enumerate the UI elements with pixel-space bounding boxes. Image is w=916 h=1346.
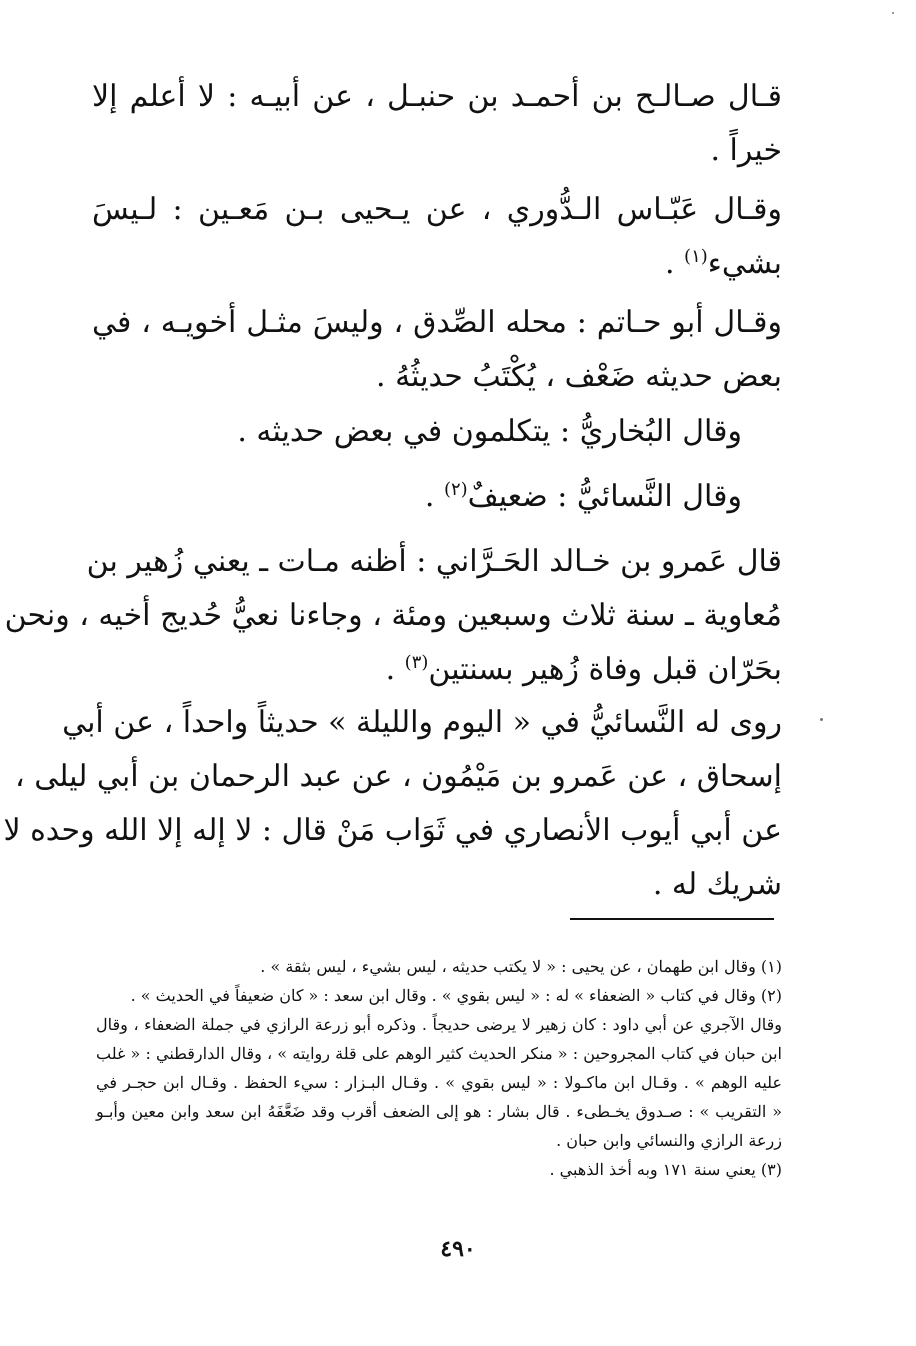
paragraph-amr — [4, 535, 782, 697]
footnote-ref-3[interactable]: (٣) — [404, 652, 429, 673]
text-segment: . — [664, 246, 685, 281]
text-line: وقـال أبو حـاتم : محله الصِّدق ، وليسَ مثـل أخويـه ، في — [92, 305, 782, 340]
footnote-line: (٣) يعني سنة ١٧١ وبه أخذ الذهبي . — [549, 1160, 782, 1179]
footnote-line: (٢) وقال في كتاب « الضعفاء » له : « ليس بقوي » . وقال ابن سعد : « كان ضعيفاً في الحديث » . — [130, 986, 782, 1005]
text-line: وقـال عَبّـاس الـدُّوري ، عن يـحيى بـن مَعـين : لـيسَ — [92, 192, 782, 227]
footnote-line: زرعة الرازي والنسائي وابن حبان . — [556, 1131, 782, 1150]
paragraph-abu-hatim — [92, 296, 782, 404]
paragraph-nasai — [92, 470, 782, 524]
footnotes — [96, 952, 782, 1184]
scan-speck — [820, 718, 823, 721]
paragraph-rawa — [3, 696, 782, 912]
text-line: بعض حديثه ضَعْف ، يُكْتَبُ حديثُهُ . — [376, 359, 782, 394]
footnote-line: عليه الوهم » . وقـال ابن ماكـولا : « ليس بقوي » . وقـال البـزار : سيء الحفظ . وقـال ابن حجـر في — [96, 1073, 782, 1092]
text-line-with-footnote — [92, 643, 782, 697]
text-segment: . — [385, 652, 405, 687]
text-line-with-footnote — [92, 470, 782, 524]
text-segment: . — [424, 479, 444, 514]
text-line: إسحاق ، عن عَمرو بن مَيْمُون ، عن عبد الرحمان بن أبي ليلى ، — [14, 759, 782, 794]
text-line: قـال صـالـح بن أحمـد بن حنبـل ، عن أبيـه : لا أعلم إلا — [92, 79, 782, 114]
text-segment: بحَرّان قبل وفاة زُهير بسنتين — [428, 652, 782, 687]
text-line: مُعاوية ـ سنة ثلاث وسبعين ومئة ، وجاءنا نعيُّ حُديج أخيه ، ونحن — [4, 598, 782, 633]
footnote-line: (١) وقال ابن طهمان ، عن يحيى : « لا يكتب حديثه ، ليس بشيء ، ليس بثقة » . — [260, 957, 782, 976]
footnote-line: ابن حبان في كتاب المجروحين : « منكر الحديث كثير الوهم على قلة روايته » ، وقال الدارقطني : « غلب — [96, 1044, 782, 1063]
text-line: عن أبي أيوب الأنصاري في ثَوَاب مَنْ قال : لا إله إلا الله وحده لا — [3, 813, 782, 848]
page-number: ٤٩٠ — [440, 1236, 476, 1262]
text-line: خيراً . — [710, 133, 782, 168]
text-line: شريك له . — [652, 867, 782, 902]
text-line: وقال البُخاريُّ : يتكلمون في بعض حديثه . — [237, 414, 742, 449]
footnote-separator — [570, 918, 774, 920]
text-segment: وقال النَّسائيُّ : ضعيفٌ — [467, 479, 742, 514]
text-line-with-footnote — [92, 237, 782, 291]
footnote-line: وقال الآجري عن أبي داود : كان زهير لا يرضى حديجاً . وذكره أبو زرعة الرازي في جملة الضعفاء ، وقال — [96, 1015, 782, 1034]
footnote-ref-2[interactable]: (٢) — [443, 479, 468, 500]
paragraph-saleh — [92, 70, 782, 178]
footnote-ref-1[interactable]: (١) — [684, 246, 708, 267]
text-segment: بشيء — [707, 246, 782, 281]
text-line: قال عَمرو بن خـالد الحَـرَّاني : أظنه مـات ـ يعني زُهير بن — [86, 544, 782, 579]
paragraph-bukhari — [92, 405, 782, 459]
scan-speck — [892, 12, 894, 14]
footnote-line: « التقريب » : صـدوق يخـطىء . قال بشار : هو إلى الضعف أقرب وقد ضَعَّفَهُ ابن سعد وابن معين وأبـو — [96, 1102, 782, 1121]
text-line: روى له النَّسائيُّ في « اليوم والليلة » حديثاً واحداً ، عن أبي — [62, 705, 782, 740]
paragraph-abbas — [92, 183, 782, 291]
